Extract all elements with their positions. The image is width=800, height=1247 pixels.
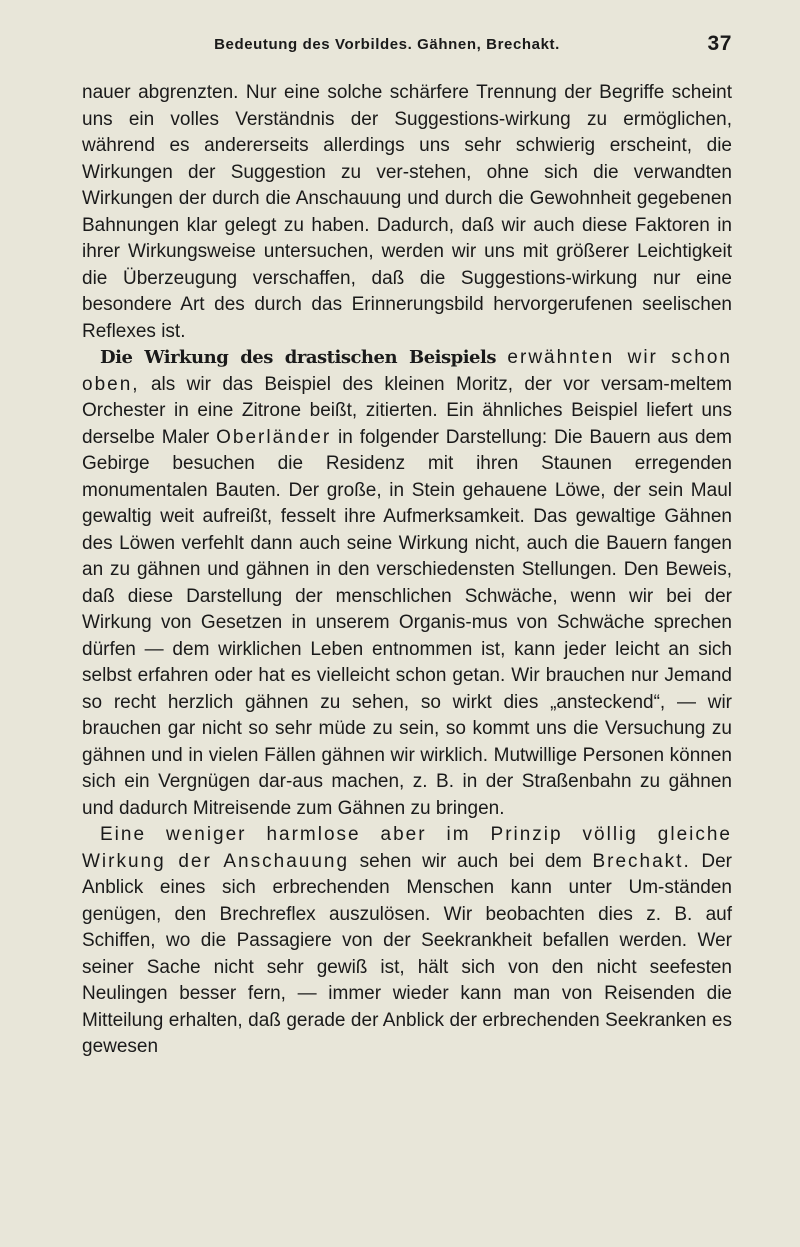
paragraph-3-text-continued: Der Anblick eines sich erbrechenden Menschen kann unter Um-ständen genügen, den Brechreflex auszulösen. Wir beobachten dies z. B. auf Schiffen, wo die Passagiere von der Seekrankheit befallen werden. Wer seiner Sache nicht sehr gewiß ist, hält sich von den nicht seefesten Neulingen besser fern, — immer wieder kann man von Reisenden die Mitteilung erhalten, daß gerade der Anblick der erbrechenden Seekranken es gewesen bbox=[82, 850, 732, 1057]
paragraph-2 bbox=[82, 345, 732, 822]
term-brechakt: Brechakt. bbox=[592, 850, 691, 872]
paragraph-1-text: nauer abgrenzten. Nur eine solche schärfere Trennung der Begriffe scheint uns ein volles Verständnis der Suggestions-wirkung zu ermöglichen, während es andererseits allerdings uns sehr schwierig erscheint, die Wirkungen der Suggestion zu ver-stehen, ohne sich die verwandten Wirkungen der durch die Anschauung und durch die Gewohnheit gegebenen Bahnungen klar gelegt zu haben. Dadurch, daß wir auch diese Faktoren in ihrer Wirkungsweise untersuchen, werden wir uns mit größerer Leichtigkeit die Überzeugung verschaffen, daß die Suggestions-wirkung nur eine besondere Art des durch das Erinnerungsbild hervorgerufenen seelischen Reflexes ist. bbox=[82, 82, 732, 342]
paragraph-3 bbox=[82, 822, 732, 1061]
paragraph-2-spaced-intro: erwähnten wir schon oben, bbox=[82, 347, 733, 395]
paragraph-3-spaced-intro: Eine weniger harmlose aber im Prinzip völlig gleiche Wirkung der Anschauung bbox=[82, 824, 732, 872]
page-number: 37 bbox=[707, 32, 732, 55]
body-text bbox=[82, 80, 732, 1061]
paragraph-2-text: als wir das Beispiel des kleinen Moritz, der vor versam-meltem Orchester in eine Zitrone beißt, zitierten. Ein ähnliches Beispiel liefert uns derselbe Maler bbox=[82, 373, 732, 448]
running-head bbox=[82, 32, 732, 70]
paragraph-1 bbox=[82, 80, 732, 345]
running-head-title: Bedeutung des Vorbildes. Gähnen, Brechakt. bbox=[214, 36, 560, 53]
name-oberlaender: Oberländer bbox=[216, 426, 332, 448]
paragraph-2-text-continued: in folgender Darstellung: Die Bauern aus dem Gebirge besuchen die Residenz mit ihren Staunen erregenden monumentalen Bauten. Der große, in Stein gehauene Löwe, der sein Maul gewaltig weit aufreißt, fesselt ihre Aufmerksamkeit. Das gewaltige Gähnen des Löwen verfehlt dann auch seine Wirkung nicht, auch die Bauern fangen an zu gähnen und gähnen in den verschiedensten Stellungen. Den Beweis, daß diese Darstellung der menschlichen Schwäche, wenn wir bei der Wirkung von Gesetzen in unserem Organis-mus von Schwäche sprechen dürfen — dem wirklichen Leben entnommen ist, kann jeder leicht an sich selbst erfahren oder hat es vielleicht schon getan. Wir brauchen nur Jemand so recht herzlich gähnen zu sehen, so wirkt dies „ansteckend“, — wir brauchen gar nicht so sehr müde zu sein, so kommt uns die Versuchung zu gähnen und in vielen Fällen gähnen wir wirklich. Mutwillige Personen können sich ein Vergnügen dar-aus machen, z. B. in der Straßenbahn zu gähnen und dadurch Mitreisende zum Gähnen zu bringen. bbox=[82, 426, 732, 819]
paragraph-3-text: sehen wir auch bei dem bbox=[349, 850, 593, 872]
section-heading-drastisches-beispiel: Die Wirkung des drastischen Beispiels bbox=[100, 347, 496, 368]
